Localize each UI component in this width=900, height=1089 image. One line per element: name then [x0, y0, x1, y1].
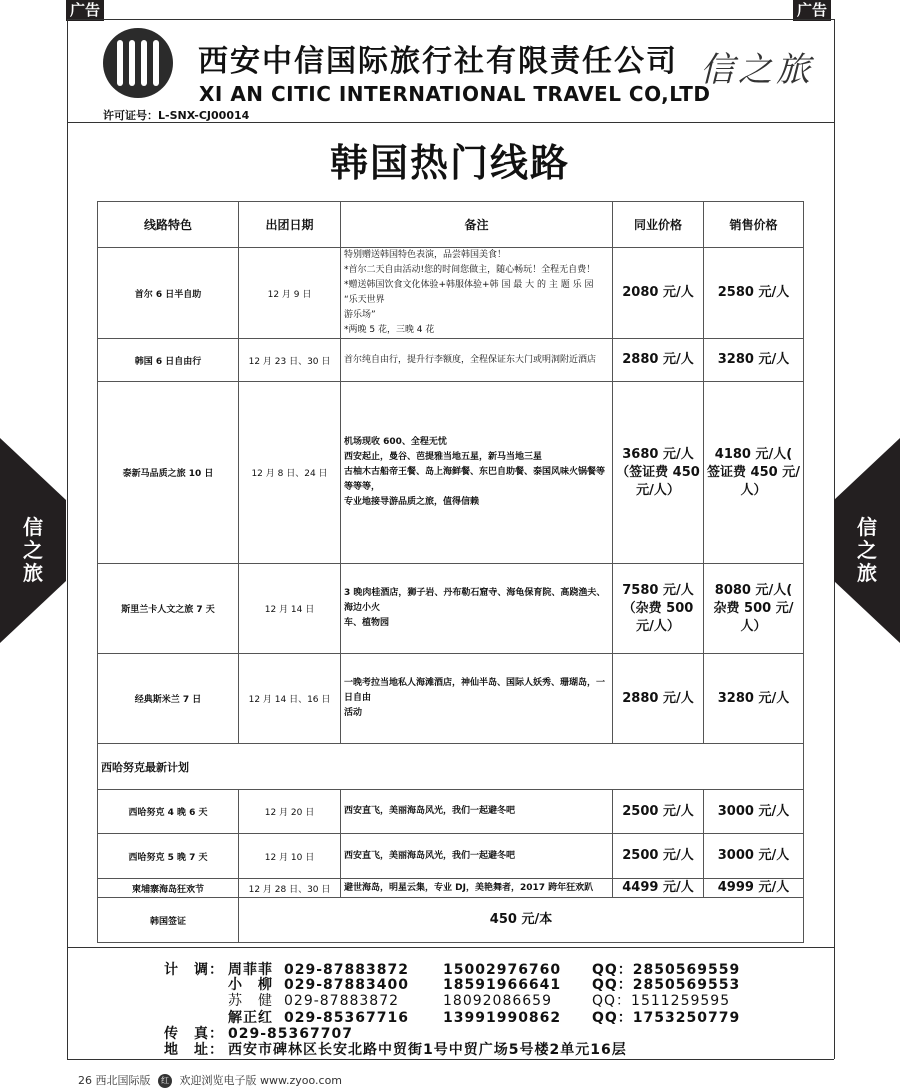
- side-tab-char: 信: [23, 515, 43, 539]
- sale-price: 3000 元/人: [704, 790, 804, 834]
- route-date: 12 月 9 日: [239, 248, 341, 339]
- page-title: 韩国热门线路: [329, 141, 570, 185]
- note-line: 特别赠送韩国特色表演，品尝韩国美食！: [344, 250, 507, 260]
- contact-qq: QQ：2850569559: [592, 962, 741, 978]
- table-row: [98, 879, 804, 898]
- contact-qq: QQ：2850569553: [592, 977, 741, 993]
- peer-price: 2500 元/人: [613, 790, 704, 834]
- note-line: *两晚 5 花，三晚 4 花: [344, 325, 435, 335]
- route-name: 斯里兰卡人文之旅 7 天: [98, 564, 239, 654]
- route-date: 12 月 14 日: [239, 564, 341, 654]
- note-line: 古柚木古船帝王餐、岛上海鲜餐、东巴自助餐、泰国风味火锅餐等等等等，: [344, 467, 606, 492]
- route-notes: [341, 654, 613, 744]
- address-text: 西安市碑林区长安北路中贸街1号中贸广场5号楼2单元16层: [228, 1042, 627, 1058]
- peer-price: 3680 元/人（签证费 450 元/人）: [613, 382, 704, 564]
- contact-phone: 029-87883872: [284, 962, 409, 978]
- header-peer-price: 同业价格: [613, 202, 704, 248]
- route-date: 12 月 8 日、24 日: [239, 382, 341, 564]
- contact-name: 周菲菲: [228, 962, 273, 978]
- magazine-name: 西北国际版: [95, 1074, 151, 1087]
- header-sale-price: 销售价格: [704, 202, 804, 248]
- route-name: 柬埔寨海岛狂欢节: [98, 879, 239, 898]
- table-row: [98, 248, 804, 339]
- route-notes: [341, 248, 613, 339]
- route-name: 首尔 6 日半自助: [98, 248, 239, 339]
- table-row: [98, 834, 804, 879]
- ad-label-left: 广告: [66, 0, 104, 21]
- note-line: 3 晚肉桂酒店，狮子岩、丹布勒石窟寺、海龟保育院、高跷渔夫、海边小火: [344, 588, 606, 613]
- note-line: 机场现收 600、全程无忧: [344, 437, 447, 447]
- contact-mobile: 18092086659: [443, 993, 552, 1009]
- route-notes: 西安直飞，美丽海岛风光，我们一起避冬吧: [341, 834, 613, 879]
- table-row: [98, 382, 804, 564]
- side-tab-char: 之: [857, 538, 877, 562]
- page-footer: [78, 1072, 342, 1088]
- contact-mobile: 18591966641: [443, 977, 562, 993]
- note-line: 车、植物园: [344, 618, 390, 628]
- side-tab-char: 旅: [857, 561, 877, 585]
- visa-name: 韩国签证: [98, 898, 239, 943]
- note-line: *赠送韩国饮食文化体验+韩服体验+韩 国 最 大 的 主 题 乐 园 “乐天世界: [344, 280, 594, 305]
- route-name: 韩国 6 日自由行: [98, 339, 239, 382]
- contact-name: 苏 健: [228, 993, 273, 1009]
- contact-name: 解正红: [228, 1010, 273, 1026]
- route-date: 12 月 10 日: [239, 834, 341, 879]
- table-row: [98, 654, 804, 744]
- sale-price: 4180 元/人( 签证费 450 元/人）: [704, 382, 804, 564]
- route-name: 西哈努克 4 晚 6 天: [98, 790, 239, 834]
- section-title: 西哈努克最新计划: [98, 744, 804, 790]
- bottom-divider: [67, 1059, 834, 1060]
- side-tab-left: [0, 438, 66, 643]
- table-row: [98, 564, 804, 654]
- note-line: 西安起止，曼谷、芭提雅当地五星，新马当地三星: [344, 452, 543, 462]
- contact-mobile: 13991990862: [443, 1010, 562, 1026]
- route-name: 西哈努克 5 晚 7 天: [98, 834, 239, 879]
- footer-website: 欢迎浏览电子版 www.zyoo.com: [179, 1074, 343, 1087]
- route-notes: 避世海岛，明星云集，专业 DJ，美艳舞者，2017 跨年狂欢趴: [341, 879, 613, 898]
- sale-price: 3000 元/人: [704, 834, 804, 879]
- table-row: [98, 790, 804, 834]
- contact-mobile: 15002976760: [443, 962, 562, 978]
- note-line: 游乐场”: [344, 310, 376, 320]
- fax-label: 传 真：: [164, 1026, 224, 1042]
- plan-label: 计 调：: [164, 962, 224, 978]
- citic-logo-icon: [103, 28, 173, 98]
- peer-price: 2080 元/人: [613, 248, 704, 339]
- route-name: 泰新马品质之旅 10 日: [98, 382, 239, 564]
- sale-price: 4999 元/人: [704, 879, 804, 898]
- contact-phone: 029-87883400: [284, 977, 409, 993]
- route-name: 经典斯米兰 7 日: [98, 654, 239, 744]
- route-notes: [341, 382, 613, 564]
- company-name-cn: 西安中信国际旅行社有限责任公司: [198, 44, 678, 79]
- header-route: 线路特色: [98, 202, 239, 248]
- peer-price: 4499 元/人: [613, 879, 704, 898]
- ad-label-right: 广告: [793, 0, 831, 21]
- route-date: 12 月 23 日、30 日: [239, 339, 341, 382]
- note-line: 活动: [344, 708, 363, 718]
- route-notes: 西安直飞，美丽海岛风光，我们一起避冬吧: [341, 790, 613, 834]
- peer-price: 2880 元/人: [613, 654, 704, 744]
- peer-price: 7580 元/人（杂费 500 元/人）: [613, 564, 704, 654]
- route-notes: [341, 564, 613, 654]
- contact-divider: [67, 947, 834, 948]
- sale-price: 8080 元/人( 杂费 500 元/人）: [704, 564, 804, 654]
- sale-price: 2580 元/人: [704, 248, 804, 339]
- side-tab-char: 之: [23, 538, 43, 562]
- route-date: 12 月 28 日、30 日: [239, 879, 341, 898]
- note-line: 首尔纯自由行，提升行李额度，全程保证东大门或明洞附近酒店: [344, 354, 597, 365]
- contact-phone: 029-87883872: [284, 993, 400, 1009]
- note-line: 一晚考拉当地私人海滩酒店，神仙半岛、国际人妖秀、珊瑚岛，一日自由: [344, 678, 606, 703]
- route-date: 12 月 20 日: [239, 790, 341, 834]
- route-date: 12 月 14 日、16 日: [239, 654, 341, 744]
- table-header-row: [98, 202, 804, 248]
- magazine-badge-icon: 红: [158, 1074, 172, 1088]
- sale-price: 3280 元/人: [704, 654, 804, 744]
- side-tab-right: [834, 438, 900, 643]
- contact-phone: 029-85367716: [284, 1010, 409, 1026]
- slogan-calligraphy: 信之旅: [700, 50, 814, 90]
- header-date: 出团日期: [239, 202, 341, 248]
- side-tab-char: 信: [857, 515, 877, 539]
- route-notes: [341, 339, 613, 382]
- contact-qq: QQ：1753250779: [592, 1010, 741, 1026]
- table-row: [98, 339, 804, 382]
- company-name-en: XI AN CITIC INTERNATIONAL TRAVEL CO,LTD: [199, 82, 711, 106]
- contact-qq: QQ：1511259595: [592, 993, 731, 1009]
- note-line: 专业地接导游品质之旅，值得信赖: [344, 497, 480, 507]
- address-label: 地 址：: [164, 1042, 224, 1058]
- header-notes: 备注: [341, 202, 613, 248]
- side-tab-char: 旅: [23, 561, 43, 585]
- peer-price: 2500 元/人: [613, 834, 704, 879]
- visa-price: 450 元/本: [239, 898, 804, 943]
- peer-price: 2880 元/人: [613, 339, 704, 382]
- note-line: *首尔二天自由活动!您的时间您做主，随心畅玩！全程无自费！: [344, 265, 596, 275]
- top-divider: [67, 19, 834, 20]
- table-row: [98, 898, 804, 943]
- contact-name: 小 柳: [228, 977, 273, 993]
- page-number: 26: [78, 1074, 92, 1087]
- fax-number: 029-85367707: [228, 1026, 353, 1042]
- section-row: [98, 744, 804, 790]
- license-number: 许可证号：L-SNX-CJ00014: [103, 109, 250, 122]
- sale-price: 3280 元/人: [704, 339, 804, 382]
- routes-table: [97, 201, 804, 943]
